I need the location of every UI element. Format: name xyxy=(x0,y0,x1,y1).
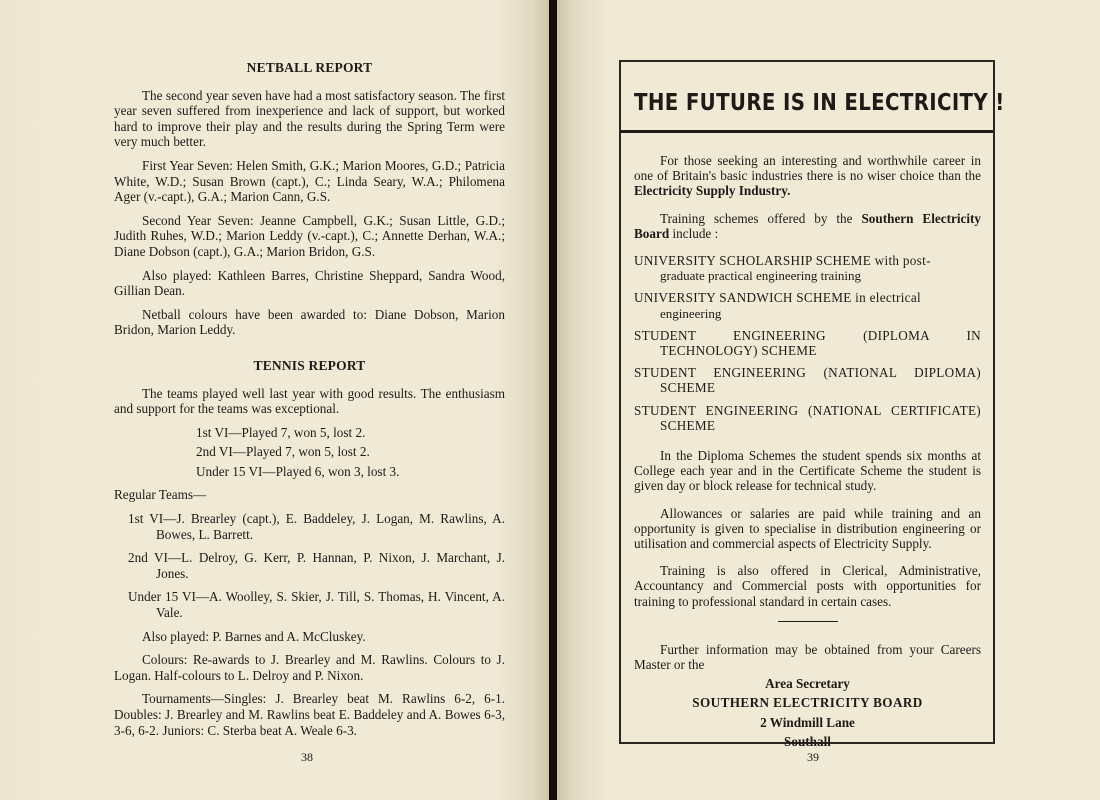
scheme-item: UNIVERSITY SCHOLARSHIP SCHEME with post- graduate practical engineering training xyxy=(634,253,931,284)
scheme-item: STUDENT ENGINEERING (DIPLOMA IN TECHNOLOGY) SCHEME xyxy=(634,327,981,359)
netball-second-year: Second Year Seven: Jeanne Campbell, G.K.; Susan Little, G.D.; Judith Ruhes, W.D.; Marion Leddy (v.-capt.), C.; Annette Derhan, W.A.; Diane Dobson (capt.), G.A.; Marion Bridon, G.S. xyxy=(114,212,505,259)
contact-organisation: SOUTHERN ELECTRICITY BOARD xyxy=(692,695,923,711)
right-page xyxy=(557,0,1100,800)
tennis-tournaments: Tournaments—Singles: J. Brearley beat M. Rawlins 6-2, 6-1. Doubles: J. Brearley and M. Rawlins beat E. Baddeley and A. Bowes 6-3, 3-6, 6-2. Juniors: C. Sterba beat A. Weale 6-3. xyxy=(114,691,505,738)
tennis-colours: Colours: Re-awards to J. Brearley and M. Rawlins. Colours to J. Logan. Half-colours to L. Delroy and P. Nixon. xyxy=(114,652,505,683)
netball-first-year: First Year Seven: Helen Smith, G.K.; Marion Moores, G.D.; Patricia White, W.D.; Susan Brown (capt.), C.; Linda Seary, W.A.; Philomena Ager (v.-capt.), G.A.; Marion Cann, G.S. xyxy=(114,157,505,205)
scheme-item: STUDENT ENGINEERING (NATIONAL CERTIFICATE) SCHEME xyxy=(634,402,981,433)
result-line: 2nd VI—Played 7, won 5, lost 2. xyxy=(196,444,370,460)
allowances-paragraph: Allowances or salaries are paid while training and an opportunity is given to specialise in distribution engineering or utilisation and commercial aspects of Electricity Supply. xyxy=(634,505,981,552)
netball-heading: NETBALL REPORT xyxy=(246,60,373,75)
page-number-right: 39 xyxy=(807,750,819,764)
clerical-paragraph: Training is also offered in Clerical, Administrative, Accountancy and Commercial posts with opportunities for training to professional standard in certain cases. xyxy=(634,563,981,609)
regular-teams-label: Regular Teams— xyxy=(114,487,207,503)
headline-rule xyxy=(621,130,993,133)
advert-intro: For those seeking an interesting and worthwhile career in one of Britain's basic industries there is no wiser choice than the Electricity Supply Industry. xyxy=(634,153,981,199)
book-spine xyxy=(549,0,557,800)
contact-town: Southall xyxy=(784,733,831,749)
further-info: Further information may be obtained from your Careers Master or the xyxy=(634,641,981,673)
electricity-advert xyxy=(619,60,1005,749)
result-line: Under 15 VI—Played 6, won 3, lost 3. xyxy=(196,463,400,479)
netball-colours: Netball colours have been awarded to: Diane Dobson, Marion Bridon, Marion Leddy. xyxy=(114,306,505,338)
contact-street: 2 Windmill Lane xyxy=(760,714,855,730)
advert-headline: THE FUTURE IS IN ELECTRICITY ! xyxy=(634,90,1005,116)
netball-also-played: Also played: Kathleen Barres, Christine Sheppard, Sandra Wood, Gillian Dean. xyxy=(114,267,505,299)
scheme-item: UNIVERSITY SANDWICH SCHEME in electrical engineering xyxy=(634,290,921,321)
contact-role: Area Secretary xyxy=(765,676,850,692)
left-page xyxy=(0,0,549,800)
page-number-left: 38 xyxy=(301,750,313,764)
tennis-heading: TENNIS REPORT xyxy=(253,357,366,373)
netball-intro: The second year seven have had a most satisfactory season. The first year seven suffered from inexperience and lack of support, but worked hard to improve their play and the results during the Spring Term were very much better. xyxy=(114,87,505,150)
left-column xyxy=(114,60,505,746)
tennis-intro: The teams played well last year with good results. The enthusiasm and support for the teams was exceptional. xyxy=(114,385,505,417)
tennis-results xyxy=(196,425,505,480)
tennis-also-played: Also played: P. Barnes and A. McCluskey. xyxy=(142,628,366,644)
scheme-item: STUDENT ENGINEERING (NATIONAL DIPLOMA) SCHEME xyxy=(634,365,981,396)
result-line: 1st VI—Played 7, won 5, lost 2. xyxy=(196,424,366,440)
section-divider xyxy=(778,621,838,622)
training-schemes-intro: Training schemes offered by the Southern Electricity Board include : xyxy=(634,210,981,241)
team-line: Under 15 VI—A. Woolley, S. Skier, J. Till, S. Thomas, H. Vincent, A. Vale. xyxy=(128,589,505,621)
team-line: 1st VI—J. Brearley (capt.), E. Baddeley, J. Logan, M. Rawlins, A. Bowes, L. Barrett. xyxy=(128,511,505,542)
team-line: 2nd VI—L. Delroy, G. Kerr, P. Hannan, P. Nixon, J. Marchant, J. Jones. xyxy=(128,550,505,581)
diploma-paragraph: In the Diploma Schemes the student spends six months at College each year and in the Certificate Scheme the student is given day or block release for technical study. xyxy=(634,448,981,494)
